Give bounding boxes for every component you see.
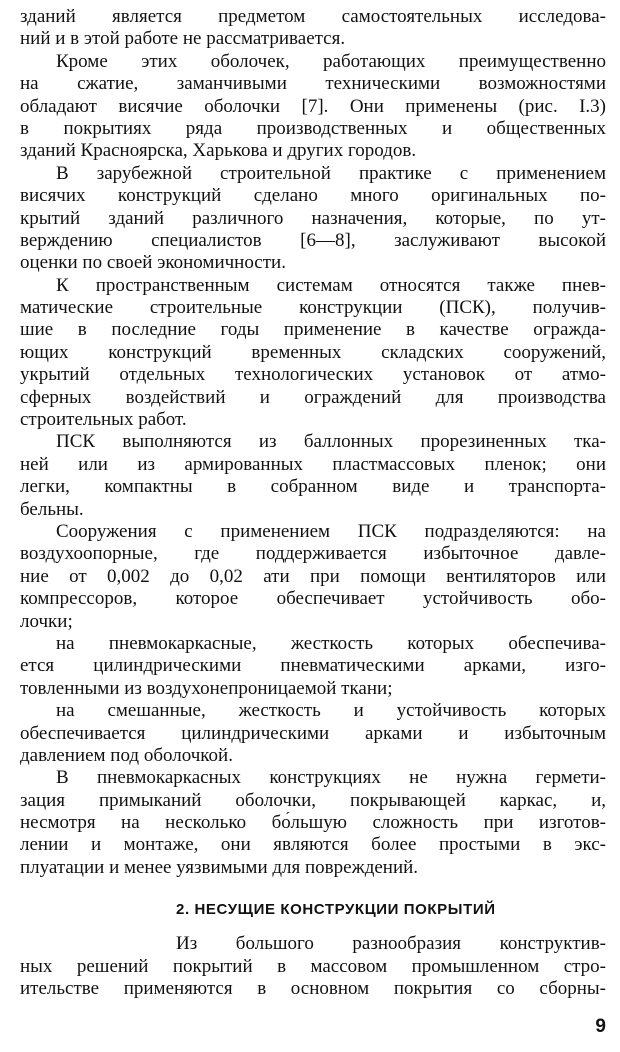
text-line: на пневмокаркасные, жесткость которых обеспечива- — [56, 632, 606, 654]
text-line: воздухоопорные, где поддерживается избыточное давле- — [20, 543, 606, 565]
paragraph — [20, 767, 606, 879]
text-line: Из большого разнообразия конструктив- — [176, 933, 606, 955]
text-line: зданий Красноярска, Харькова и других городов. — [20, 140, 417, 162]
text-line: несмотря на несколько бо́льшую сложность при изготов- — [20, 812, 606, 834]
text-line: зация примыканий оболочки, покрывающей каркас, и, — [20, 789, 606, 811]
text-line: зданий является предметом самостоятельных исследова- — [20, 6, 606, 27]
text-line: К пространственным системам относятся также пнев- — [56, 274, 606, 296]
text-line: укрытий отдельных технологических установок от атмо- — [20, 364, 606, 386]
text-line: Кроме этих оболочек, работающих преимущественно — [56, 50, 606, 72]
text-line: ных решений покрытий в массовом промышленном стро- — [20, 955, 606, 977]
text-line: ний и в этой работе не рассматривается. — [20, 28, 346, 50]
text-line: шие в последние годы применение в качестве огражда- — [20, 319, 606, 341]
section-paragraph — [20, 933, 606, 1000]
text-line: верждению специалистов [6—8], заслуживают высокой — [20, 229, 606, 251]
text-line: компрессоров, которое обеспечивает устойчивость обо- — [20, 588, 606, 610]
text-line: товленными из воздухонепроницаемой ткани; — [20, 677, 393, 699]
paragraph — [20, 275, 606, 432]
text-line: В зарубежной строительной практике с применением — [56, 162, 606, 184]
text-line: лении и монтаже, они являются более простыми в экс- — [20, 834, 606, 856]
text-line: лочки; — [20, 610, 73, 632]
page-body — [20, 6, 606, 1000]
text-line: обладают висячие оболочки [7]. Они применены (рис. I.3) — [20, 95, 606, 117]
text-line: сферных воздействий и ограждений для производства — [20, 386, 606, 408]
paragraph — [20, 6, 606, 51]
paragraph — [20, 51, 606, 163]
text-line: строительных работ. — [20, 409, 187, 431]
text-line: матические строительные конструкции (ПСК), получив- — [20, 297, 606, 319]
paragraph — [20, 700, 606, 767]
text-line: на сжатие, заманчивыми техническими возможностями — [20, 73, 606, 95]
text-line: ющих конструкций временных складских сооружений, — [20, 341, 606, 363]
text-line: ней или из армированных пластмассовых пленок; они — [20, 453, 606, 475]
text-line: ние от 0,002 до 0,02 ати при помощи вентиляторов или — [20, 565, 606, 587]
section-heading: 2. НЕСУЩИЕ КОНСТРУКЦИИ ПОКРЫТИЙ — [176, 901, 496, 919]
text-line: оценки по своей экономичности. — [20, 252, 286, 274]
text-line: бельны. — [20, 498, 84, 520]
text-line: висячих конструкций сделано много оригинальных по- — [20, 185, 606, 207]
text-line: ется цилиндрическими пневматическими арками, изго- — [20, 655, 606, 677]
paragraph — [20, 163, 606, 275]
text-line: легки, компактны в собранном виде и транспорта- — [20, 476, 606, 498]
text-line: В пневмокаркасных конструкциях не нужна гермети- — [56, 767, 606, 789]
paragraph — [20, 521, 606, 633]
text-line: ительстве применяются в основном покрытия со сборны- — [20, 978, 606, 1000]
text-paragraphs — [20, 6, 606, 879]
text-line: плуатации и менее уязвимыми для повреждений. — [20, 856, 419, 878]
paragraph — [20, 633, 606, 700]
text-line: давлением под оболочкой. — [20, 744, 233, 766]
text-line: Сооружения с применением ПСК подразделяются: на — [56, 520, 606, 542]
page-number: 9 — [595, 1016, 606, 1037]
text-line: крытий зданий различного назначения, которые, по ут- — [20, 207, 606, 229]
text-line: в покрытиях ряда производственных и общественных — [20, 117, 606, 139]
text-line: обеспечивается цилиндрическими арками и избыточным — [20, 722, 606, 744]
paragraph — [20, 431, 606, 521]
text-line: на смешанные, жесткость и устойчивость которых — [56, 700, 606, 722]
text-line: ПСК выполняются из баллонных прорезиненных тка- — [56, 431, 606, 453]
